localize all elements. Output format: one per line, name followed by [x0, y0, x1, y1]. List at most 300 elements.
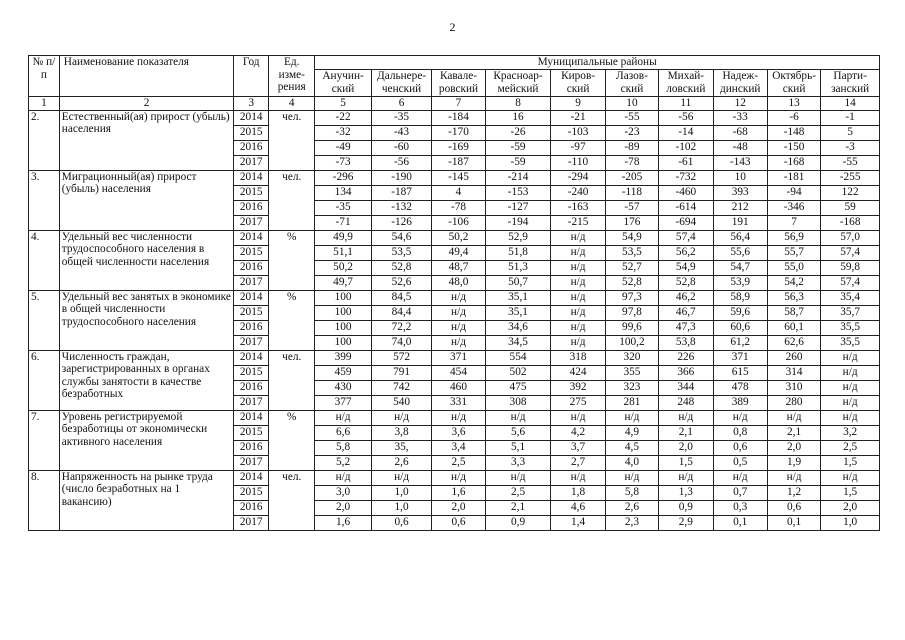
- value-cell: н/д: [485, 410, 551, 425]
- value-cell: 389: [713, 395, 767, 410]
- value-cell: -346: [767, 200, 820, 215]
- value-cell: 1,5: [659, 455, 713, 470]
- row-number: 7.: [29, 410, 60, 470]
- value-cell: 49,4: [432, 245, 485, 260]
- value-cell: 502: [485, 365, 551, 380]
- value-cell: -190: [371, 170, 432, 185]
- value-cell: -694: [659, 215, 713, 230]
- value-cell: 1,8: [551, 485, 605, 500]
- header-district: Анучин-ский: [315, 69, 371, 96]
- header-name: Наименование показателя: [59, 56, 233, 97]
- value-cell: 16: [485, 110, 551, 125]
- year-cell: 2016: [234, 260, 269, 275]
- row-number: 4.: [29, 230, 60, 290]
- value-cell: 53,8: [659, 335, 713, 350]
- column-number: 7: [432, 96, 485, 110]
- value-cell: -78: [605, 155, 658, 170]
- value-cell: 50,2: [432, 230, 485, 245]
- value-cell: 56,4: [713, 230, 767, 245]
- value-cell: 58,7: [767, 305, 820, 320]
- value-cell: 314: [767, 365, 820, 380]
- value-cell: 742: [371, 380, 432, 395]
- value-cell: 281: [605, 395, 658, 410]
- value-cell: 0,6: [432, 515, 485, 530]
- value-cell: 51,1: [315, 245, 371, 260]
- value-cell: 60,1: [767, 320, 820, 335]
- header-district: Надеж-динский: [713, 69, 767, 96]
- value-cell: н/д: [551, 335, 605, 350]
- value-cell: н/д: [371, 470, 432, 485]
- column-number: 4: [269, 96, 315, 110]
- value-cell: 371: [713, 350, 767, 365]
- value-cell: 34,5: [485, 335, 551, 350]
- indicator-name: Удельный вес занятых в экономике в общей численности трудоспособного населения: [59, 290, 233, 350]
- value-cell: 454: [432, 365, 485, 380]
- value-cell: н/д: [767, 470, 820, 485]
- value-cell: 4,2: [551, 425, 605, 440]
- value-cell: 59: [821, 200, 880, 215]
- header-districts-group: Муниципальные районы: [315, 56, 880, 70]
- year-cell: 2014: [234, 230, 269, 245]
- value-cell: 97,8: [605, 305, 658, 320]
- value-cell: 1,5: [821, 455, 880, 470]
- value-cell: 1,0: [371, 500, 432, 515]
- indicator-name: Миграционный(ая) прирост (убыль) населения: [59, 170, 233, 230]
- table-row: [29, 110, 880, 125]
- value-cell: 54,2: [767, 275, 820, 290]
- indicator-name: Уровень регистрируемой безработицы от экономически активного населения: [59, 410, 233, 470]
- value-cell: н/д: [659, 470, 713, 485]
- value-cell: 50,7: [485, 275, 551, 290]
- value-cell: -102: [659, 140, 713, 155]
- year-cell: 2014: [234, 110, 269, 125]
- value-cell: 2,0: [315, 500, 371, 515]
- value-cell: н/д: [821, 395, 880, 410]
- value-cell: 100,2: [605, 335, 658, 350]
- year-cell: 2017: [234, 515, 269, 530]
- column-number: 12: [713, 96, 767, 110]
- value-cell: н/д: [659, 410, 713, 425]
- indicator-name: Удельный вес численности трудоспособного населения в общей численности населения: [59, 230, 233, 290]
- value-cell: 5,6: [485, 425, 551, 440]
- value-cell: 478: [713, 380, 767, 395]
- value-cell: -33: [713, 110, 767, 125]
- year-cell: 2016: [234, 440, 269, 455]
- value-cell: 61,2: [713, 335, 767, 350]
- value-cell: 52,8: [659, 275, 713, 290]
- value-cell: 53,9: [713, 275, 767, 290]
- value-cell: 35,7: [821, 305, 880, 320]
- value-cell: 35,5: [821, 320, 880, 335]
- value-cell: н/д: [713, 470, 767, 485]
- value-cell: -35: [315, 200, 371, 215]
- value-cell: 58,9: [713, 290, 767, 305]
- value-cell: -110: [551, 155, 605, 170]
- value-cell: 60,6: [713, 320, 767, 335]
- value-cell: -14: [659, 125, 713, 140]
- value-cell: -68: [713, 125, 767, 140]
- value-cell: -163: [551, 200, 605, 215]
- value-cell: -150: [767, 140, 820, 155]
- value-cell: -169: [432, 140, 485, 155]
- value-cell: 7: [767, 215, 820, 230]
- value-cell: 344: [659, 380, 713, 395]
- value-cell: 0,8: [713, 425, 767, 440]
- value-cell: 1,6: [432, 485, 485, 500]
- value-cell: 56,3: [767, 290, 820, 305]
- value-cell: 74,0: [371, 335, 432, 350]
- value-cell: 49,7: [315, 275, 371, 290]
- value-cell: н/д: [371, 410, 432, 425]
- year-cell: 2016: [234, 320, 269, 335]
- value-cell: -23: [605, 125, 658, 140]
- header-unit: Ед. изме-рения: [269, 56, 315, 97]
- value-cell: 62,6: [767, 335, 820, 350]
- row-number: 3.: [29, 170, 60, 230]
- value-cell: -240: [551, 185, 605, 200]
- value-cell: 0,6: [371, 515, 432, 530]
- statistics-table: [28, 55, 880, 531]
- value-cell: 48,0: [432, 275, 485, 290]
- year-cell: 2015: [234, 245, 269, 260]
- value-cell: 366: [659, 365, 713, 380]
- value-cell: 0,1: [713, 515, 767, 530]
- value-cell: 371: [432, 350, 485, 365]
- value-cell: -126: [371, 215, 432, 230]
- row-number: 2.: [29, 110, 60, 170]
- value-cell: 460: [432, 380, 485, 395]
- value-cell: -614: [659, 200, 713, 215]
- value-cell: -170: [432, 125, 485, 140]
- value-cell: 57,4: [821, 245, 880, 260]
- column-number: 1: [29, 96, 60, 110]
- value-cell: -59: [485, 155, 551, 170]
- value-cell: 35,1: [485, 290, 551, 305]
- header-district: Октябрь-ский: [767, 69, 820, 96]
- value-cell: 615: [713, 365, 767, 380]
- value-cell: 2,1: [485, 500, 551, 515]
- value-cell: 57,4: [821, 275, 880, 290]
- value-cell: н/д: [551, 260, 605, 275]
- column-number: 6: [371, 96, 432, 110]
- value-cell: -732: [659, 170, 713, 185]
- value-cell: н/д: [551, 305, 605, 320]
- table-row: [29, 170, 880, 185]
- value-cell: -214: [485, 170, 551, 185]
- value-cell: -168: [821, 215, 880, 230]
- value-cell: 3,4: [432, 440, 485, 455]
- value-cell: 100: [315, 335, 371, 350]
- value-cell: н/д: [713, 410, 767, 425]
- value-cell: 52,8: [605, 275, 658, 290]
- value-cell: 275: [551, 395, 605, 410]
- value-cell: -184: [432, 110, 485, 125]
- value-cell: 35,: [371, 440, 432, 455]
- unit-cell: %: [269, 290, 315, 350]
- value-cell: 0,9: [659, 500, 713, 515]
- value-cell: 4,6: [551, 500, 605, 515]
- value-cell: 1,6: [315, 515, 371, 530]
- value-cell: 97,3: [605, 290, 658, 305]
- value-cell: 0,5: [713, 455, 767, 470]
- year-cell: 2016: [234, 380, 269, 395]
- value-cell: 572: [371, 350, 432, 365]
- value-cell: 6,6: [315, 425, 371, 440]
- value-cell: н/д: [432, 305, 485, 320]
- table-row: [29, 290, 880, 305]
- value-cell: н/д: [315, 470, 371, 485]
- value-cell: 1,5: [821, 485, 880, 500]
- value-cell: 134: [315, 185, 371, 200]
- year-cell: 2015: [234, 485, 269, 500]
- value-cell: 1,4: [551, 515, 605, 530]
- header-district: Дальнере-ченский: [371, 69, 432, 96]
- column-number: 13: [767, 96, 820, 110]
- value-cell: 5,8: [605, 485, 658, 500]
- year-cell: 2015: [234, 305, 269, 320]
- value-cell: 55,0: [767, 260, 820, 275]
- value-cell: н/д: [821, 380, 880, 395]
- value-cell: -194: [485, 215, 551, 230]
- value-cell: 50,2: [315, 260, 371, 275]
- value-cell: 55,7: [767, 245, 820, 260]
- value-cell: н/д: [432, 410, 485, 425]
- value-cell: 3,6: [432, 425, 485, 440]
- value-cell: 52,7: [605, 260, 658, 275]
- value-cell: 0,9: [485, 515, 551, 530]
- value-cell: 122: [821, 185, 880, 200]
- value-cell: 59,6: [713, 305, 767, 320]
- value-cell: -145: [432, 170, 485, 185]
- value-cell: -94: [767, 185, 820, 200]
- value-cell: н/д: [432, 335, 485, 350]
- value-cell: 323: [605, 380, 658, 395]
- value-cell: 393: [713, 185, 767, 200]
- value-cell: н/д: [821, 350, 880, 365]
- year-cell: 2015: [234, 185, 269, 200]
- year-cell: 2017: [234, 275, 269, 290]
- column-numbers-row: [29, 96, 880, 110]
- value-cell: -3: [821, 140, 880, 155]
- value-cell: 1,3: [659, 485, 713, 500]
- column-number: 2: [59, 96, 233, 110]
- value-cell: н/д: [605, 470, 658, 485]
- header-no: № п/п: [29, 56, 60, 97]
- table-row: [29, 470, 880, 485]
- value-cell: н/д: [432, 470, 485, 485]
- year-cell: 2015: [234, 365, 269, 380]
- value-cell: 310: [767, 380, 820, 395]
- row-number: 6.: [29, 350, 60, 410]
- value-cell: -49: [315, 140, 371, 155]
- column-number: 5: [315, 96, 371, 110]
- value-cell: 56,2: [659, 245, 713, 260]
- value-cell: 35,1: [485, 305, 551, 320]
- value-cell: 0,3: [713, 500, 767, 515]
- value-cell: 355: [605, 365, 658, 380]
- value-cell: -106: [432, 215, 485, 230]
- value-cell: 226: [659, 350, 713, 365]
- value-cell: -56: [371, 155, 432, 170]
- value-cell: 59,8: [821, 260, 880, 275]
- value-cell: 3,0: [315, 485, 371, 500]
- value-cell: н/д: [432, 290, 485, 305]
- value-cell: 1,9: [767, 455, 820, 470]
- value-cell: -6: [767, 110, 820, 125]
- value-cell: -97: [551, 140, 605, 155]
- value-cell: 331: [432, 395, 485, 410]
- unit-cell: %: [269, 230, 315, 290]
- value-cell: 53,5: [371, 245, 432, 260]
- value-cell: 0,6: [713, 440, 767, 455]
- row-number: 8.: [29, 470, 60, 530]
- year-cell: 2016: [234, 140, 269, 155]
- unit-cell: чел.: [269, 350, 315, 410]
- value-cell: 100: [315, 305, 371, 320]
- header-district: Красноар-мейский: [485, 69, 551, 96]
- value-cell: 1,2: [767, 485, 820, 500]
- value-cell: 51,3: [485, 260, 551, 275]
- value-cell: -55: [821, 155, 880, 170]
- value-cell: 424: [551, 365, 605, 380]
- value-cell: 52,8: [371, 260, 432, 275]
- value-cell: 10: [713, 170, 767, 185]
- value-cell: 176: [605, 215, 658, 230]
- year-cell: 2017: [234, 155, 269, 170]
- year-cell: 2015: [234, 125, 269, 140]
- value-cell: 5: [821, 125, 880, 140]
- header-district: Парти-занский: [821, 69, 880, 96]
- value-cell: 54,7: [713, 260, 767, 275]
- value-cell: -89: [605, 140, 658, 155]
- year-cell: 2017: [234, 395, 269, 410]
- value-cell: 248: [659, 395, 713, 410]
- value-cell: -296: [315, 170, 371, 185]
- value-cell: 54,9: [659, 260, 713, 275]
- value-cell: н/д: [551, 230, 605, 245]
- value-cell: н/д: [551, 410, 605, 425]
- value-cell: 540: [371, 395, 432, 410]
- value-cell: 2,1: [767, 425, 820, 440]
- unit-cell: чел.: [269, 110, 315, 170]
- value-cell: -78: [432, 200, 485, 215]
- value-cell: 53,5: [605, 245, 658, 260]
- value-cell: 2,0: [821, 500, 880, 515]
- value-cell: н/д: [315, 410, 371, 425]
- table-row: [29, 350, 880, 365]
- value-cell: 2,5: [432, 455, 485, 470]
- column-number: 9: [551, 96, 605, 110]
- value-cell: -73: [315, 155, 371, 170]
- value-cell: 3,3: [485, 455, 551, 470]
- year-cell: 2014: [234, 350, 269, 365]
- value-cell: 318: [551, 350, 605, 365]
- value-cell: 459: [315, 365, 371, 380]
- value-cell: 56,9: [767, 230, 820, 245]
- row-number: 5.: [29, 290, 60, 350]
- value-cell: 554: [485, 350, 551, 365]
- value-cell: -21: [551, 110, 605, 125]
- value-cell: -35: [371, 110, 432, 125]
- unit-cell: чел.: [269, 170, 315, 230]
- year-cell: 2017: [234, 335, 269, 350]
- value-cell: 46,2: [659, 290, 713, 305]
- value-cell: 791: [371, 365, 432, 380]
- value-cell: 2,0: [767, 440, 820, 455]
- value-cell: -103: [551, 125, 605, 140]
- value-cell: -187: [432, 155, 485, 170]
- value-cell: 0,7: [713, 485, 767, 500]
- value-cell: 100: [315, 290, 371, 305]
- value-cell: 430: [315, 380, 371, 395]
- value-cell: 5,8: [315, 440, 371, 455]
- value-cell: н/д: [551, 320, 605, 335]
- value-cell: 2,3: [605, 515, 658, 530]
- page-number: 2: [449, 20, 456, 34]
- column-number: 14: [821, 96, 880, 110]
- value-cell: -181: [767, 170, 820, 185]
- year-cell: 2015: [234, 425, 269, 440]
- value-cell: -294: [551, 170, 605, 185]
- value-cell: 377: [315, 395, 371, 410]
- table-row: [29, 410, 880, 425]
- value-cell: 2,5: [485, 485, 551, 500]
- value-cell: -118: [605, 185, 658, 200]
- value-cell: 51,8: [485, 245, 551, 260]
- value-cell: 52,9: [485, 230, 551, 245]
- value-cell: -43: [371, 125, 432, 140]
- value-cell: 35,5: [821, 335, 880, 350]
- value-cell: -132: [371, 200, 432, 215]
- header-district: Киров-ский: [551, 69, 605, 96]
- value-cell: 2,7: [551, 455, 605, 470]
- value-cell: -61: [659, 155, 713, 170]
- value-cell: 260: [767, 350, 820, 365]
- value-cell: 4: [432, 185, 485, 200]
- header-year: Год: [234, 56, 269, 97]
- value-cell: -460: [659, 185, 713, 200]
- header-row-1: [29, 56, 880, 70]
- value-cell: 2,9: [659, 515, 713, 530]
- year-cell: 2014: [234, 170, 269, 185]
- column-number: 3: [234, 96, 269, 110]
- value-cell: 72,2: [371, 320, 432, 335]
- header-district: Кавале-ровский: [432, 69, 485, 96]
- value-cell: 308: [485, 395, 551, 410]
- value-cell: 47,3: [659, 320, 713, 335]
- value-cell: -153: [485, 185, 551, 200]
- value-cell: 35,4: [821, 290, 880, 305]
- value-cell: 320: [605, 350, 658, 365]
- value-cell: 2,1: [659, 425, 713, 440]
- value-cell: -55: [605, 110, 658, 125]
- value-cell: 84,4: [371, 305, 432, 320]
- value-cell: 2,0: [659, 440, 713, 455]
- year-cell: 2017: [234, 215, 269, 230]
- value-cell: 392: [551, 380, 605, 395]
- value-cell: 99,6: [605, 320, 658, 335]
- value-cell: -71: [315, 215, 371, 230]
- value-cell: 399: [315, 350, 371, 365]
- value-cell: -59: [485, 140, 551, 155]
- value-cell: -32: [315, 125, 371, 140]
- value-cell: -56: [659, 110, 713, 125]
- value-cell: н/д: [432, 320, 485, 335]
- value-cell: н/д: [551, 290, 605, 305]
- value-cell: н/д: [767, 410, 820, 425]
- value-cell: 2,5: [821, 440, 880, 455]
- value-cell: -187: [371, 185, 432, 200]
